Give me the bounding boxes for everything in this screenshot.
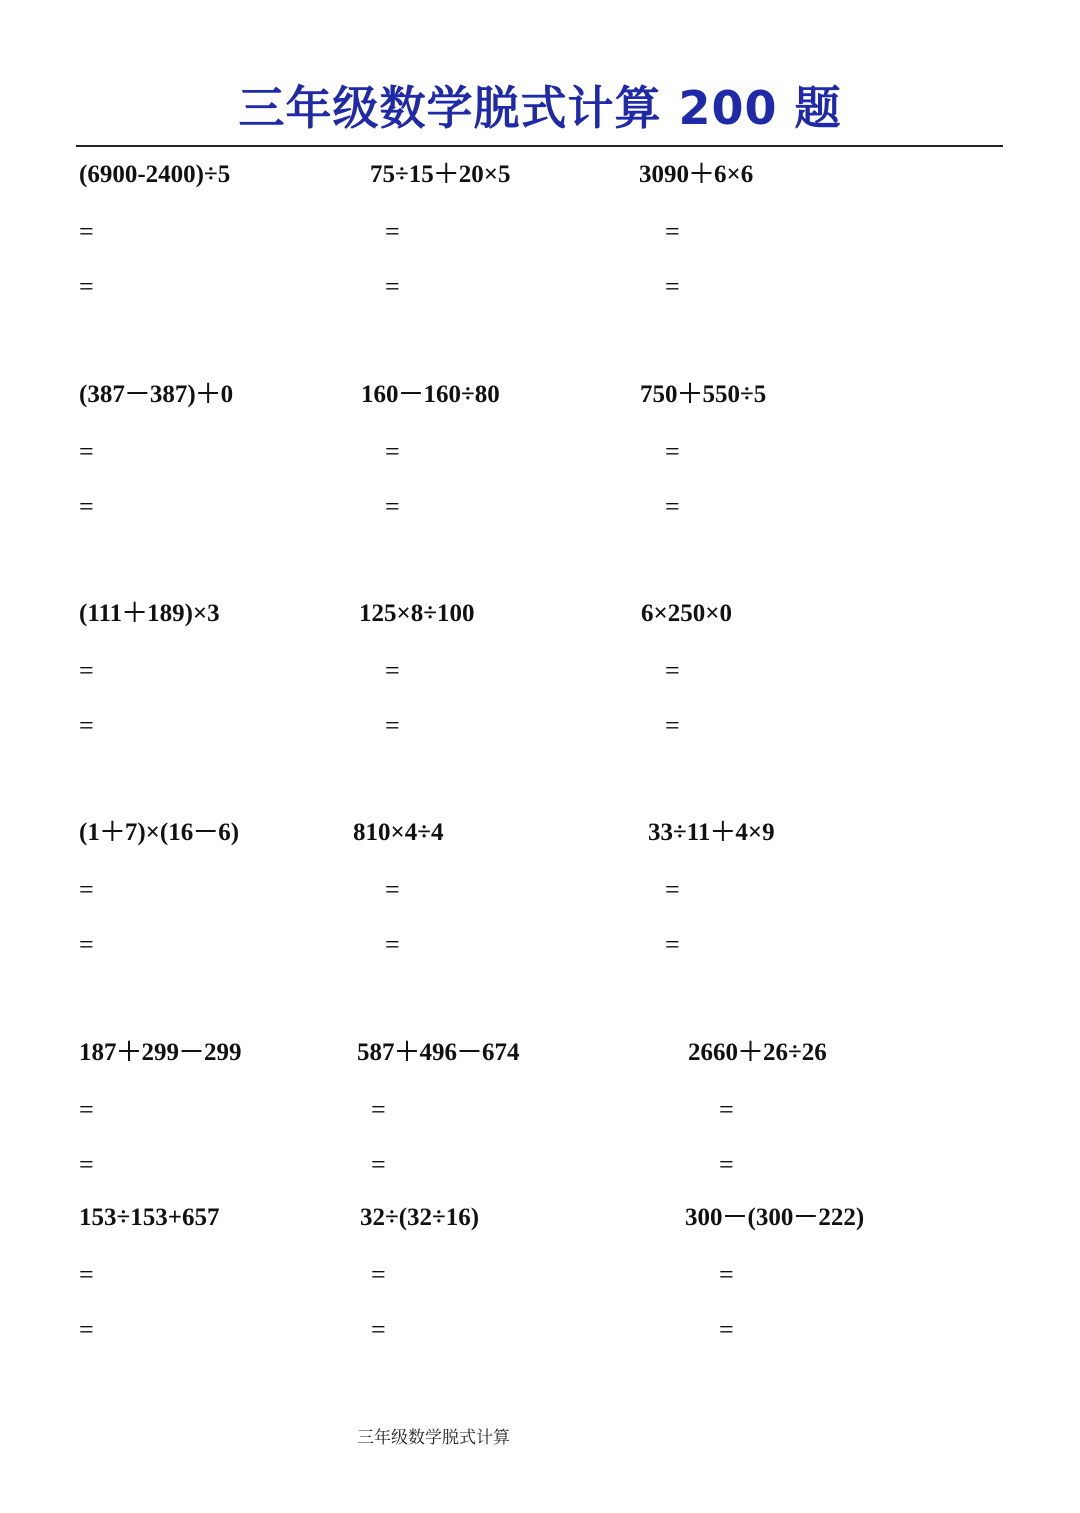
answer-line-equals: = [719, 1315, 734, 1344]
problem-expression: (1＋7)×(16－6) [79, 819, 240, 846]
problem-expression: 187＋299－299 [79, 1039, 242, 1066]
answer-line-equals: = [665, 217, 680, 246]
problem-expression: 810×4÷4 [353, 819, 444, 846]
answer-line-equals: = [79, 1260, 94, 1289]
answer-line-equals: = [371, 1095, 386, 1124]
answer-line-equals: = [665, 930, 680, 959]
answer-line-equals: = [665, 711, 680, 740]
problem-expression: 32÷(32÷16) [360, 1204, 480, 1231]
problem-expression: 3090＋6×6 [639, 161, 754, 188]
answer-line-equals: = [79, 711, 94, 740]
problem-expression: (387－387)＋0 [79, 381, 234, 408]
answer-line-equals: = [385, 492, 400, 521]
answer-line-equals: = [79, 875, 94, 904]
page-title: 三年级数学脱式计算 200 题 [238, 81, 842, 135]
answer-line-equals: = [665, 875, 680, 904]
problem-expression: 750＋550÷5 [640, 381, 767, 408]
answer-line-equals: = [665, 656, 680, 685]
problem-expression: 75÷15＋20×5 [370, 161, 511, 188]
problem-expression: 6×250×0 [641, 600, 732, 627]
answer-line-equals: = [385, 272, 400, 301]
answer-line-equals: = [371, 1260, 386, 1289]
page-footer: 三年级数学脱式计算 [357, 1428, 510, 1448]
answer-line-equals: = [719, 1260, 734, 1289]
problem-expression: (111＋189)×3 [79, 600, 220, 627]
problem-expression: 125×8÷100 [359, 600, 475, 627]
problem-expression: 160－160÷80 [361, 381, 500, 408]
answer-line-equals: = [385, 930, 400, 959]
answer-line-equals: = [385, 656, 400, 685]
answer-line-equals: = [385, 711, 400, 740]
answer-line-equals: = [665, 437, 680, 466]
answer-line-equals: = [79, 1150, 94, 1179]
answer-line-equals: = [385, 437, 400, 466]
answer-line-equals: = [79, 217, 94, 246]
answer-line-equals: = [371, 1150, 386, 1179]
answer-line-equals: = [665, 492, 680, 521]
problem-expression: 2660＋26÷26 [688, 1039, 827, 1066]
answer-line-equals: = [719, 1095, 734, 1124]
answer-line-equals: = [79, 1095, 94, 1124]
answer-line-equals: = [79, 930, 94, 959]
problem-expression: 587＋496－674 [357, 1039, 520, 1066]
answer-line-equals: = [79, 1315, 94, 1344]
answer-line-equals: = [79, 656, 94, 685]
answer-line-equals: = [79, 492, 94, 521]
problem-expression: (6900-2400)÷5 [79, 161, 231, 188]
answer-line-equals: = [79, 437, 94, 466]
answer-line-equals: = [79, 272, 94, 301]
answer-line-equals: = [385, 217, 400, 246]
answer-line-equals: = [385, 875, 400, 904]
problem-expression: 33÷11＋4×9 [648, 819, 775, 846]
answer-line-equals: = [371, 1315, 386, 1344]
title-divider [76, 145, 1003, 147]
answer-line-equals: = [665, 272, 680, 301]
problem-expression: 153÷153+657 [79, 1204, 220, 1231]
answer-line-equals: = [719, 1150, 734, 1179]
problem-expression: 300－(300－222) [685, 1204, 865, 1231]
